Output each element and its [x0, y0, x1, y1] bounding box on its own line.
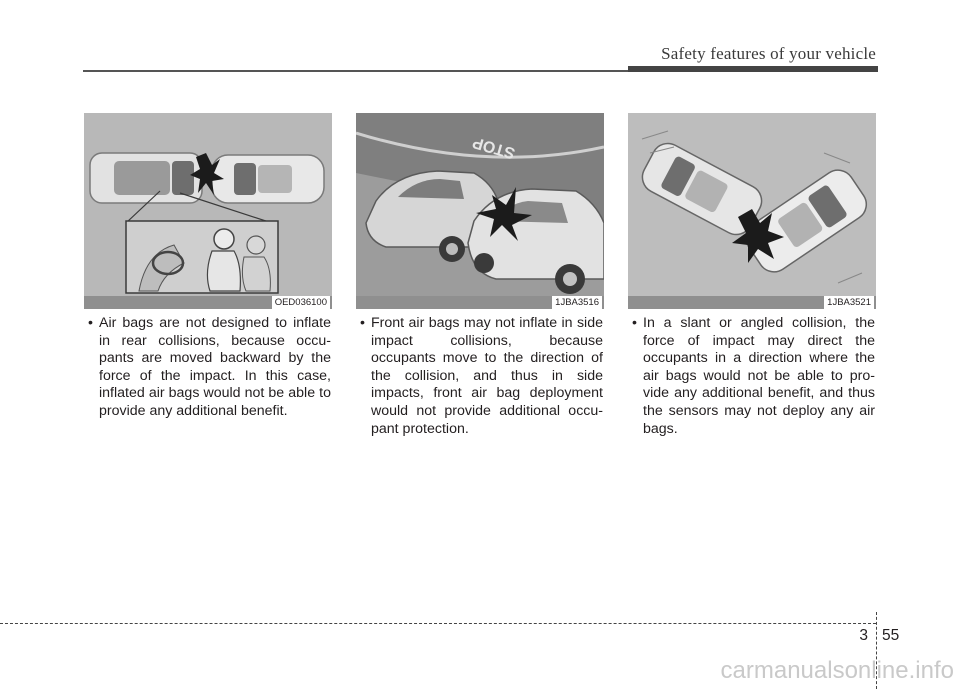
bullet-text: Air bags are not designed to inflate in rear collisions, because occu-pants are moved backward by the force of the impact. In this case, inflated air bags would not be able to provide any additional benefit.: [99, 315, 331, 419]
figure-angled-collision: [628, 113, 876, 309]
figure-rear-collision: [84, 113, 332, 309]
angled-collision-illustration-icon: [628, 113, 876, 309]
bullet-angled-collision: [629, 315, 875, 438]
figure-side-impact: [356, 113, 604, 309]
side-impact-collision-illustration-icon: [356, 113, 604, 309]
svg-text:STOP: STOP: [470, 133, 518, 162]
bullet-symbol: •: [360, 315, 365, 331]
section-header-title: Safety features of your vehicle: [661, 44, 876, 63]
bullet-symbol: •: [632, 315, 637, 331]
rear-collision-illustration-icon: [84, 113, 332, 309]
bullet-text: Front air bags may not inflate in side impact collisions, because occupants move to the direction of the collision, and thus in side impacts, front air bag deployment would not provide additional occu-pant protection.: [371, 315, 603, 437]
figure-code: OED036100: [272, 296, 330, 309]
bullet-text: In a slant or angled collision, the force of impact may direct the occupants in a direction where the air bags would not be able to pro-vide any additional benefit, and thus the sensors may not deploy any air bags.: [643, 315, 875, 437]
bullet-symbol: •: [88, 315, 93, 331]
figure-code: 1JBA3521: [824, 296, 874, 309]
header-rule: [83, 70, 628, 72]
watermark: carmanualsonline.info: [720, 657, 954, 684]
header-rule-accent: [628, 66, 878, 72]
bullet-rear-collision: [85, 315, 331, 421]
chapter-number: 3: [859, 627, 868, 644]
bullet-side-impact: [357, 315, 603, 438]
page-number: 55: [882, 627, 900, 644]
figure-code: 1JBA3516: [552, 296, 602, 309]
footer-rule: [0, 623, 876, 624]
